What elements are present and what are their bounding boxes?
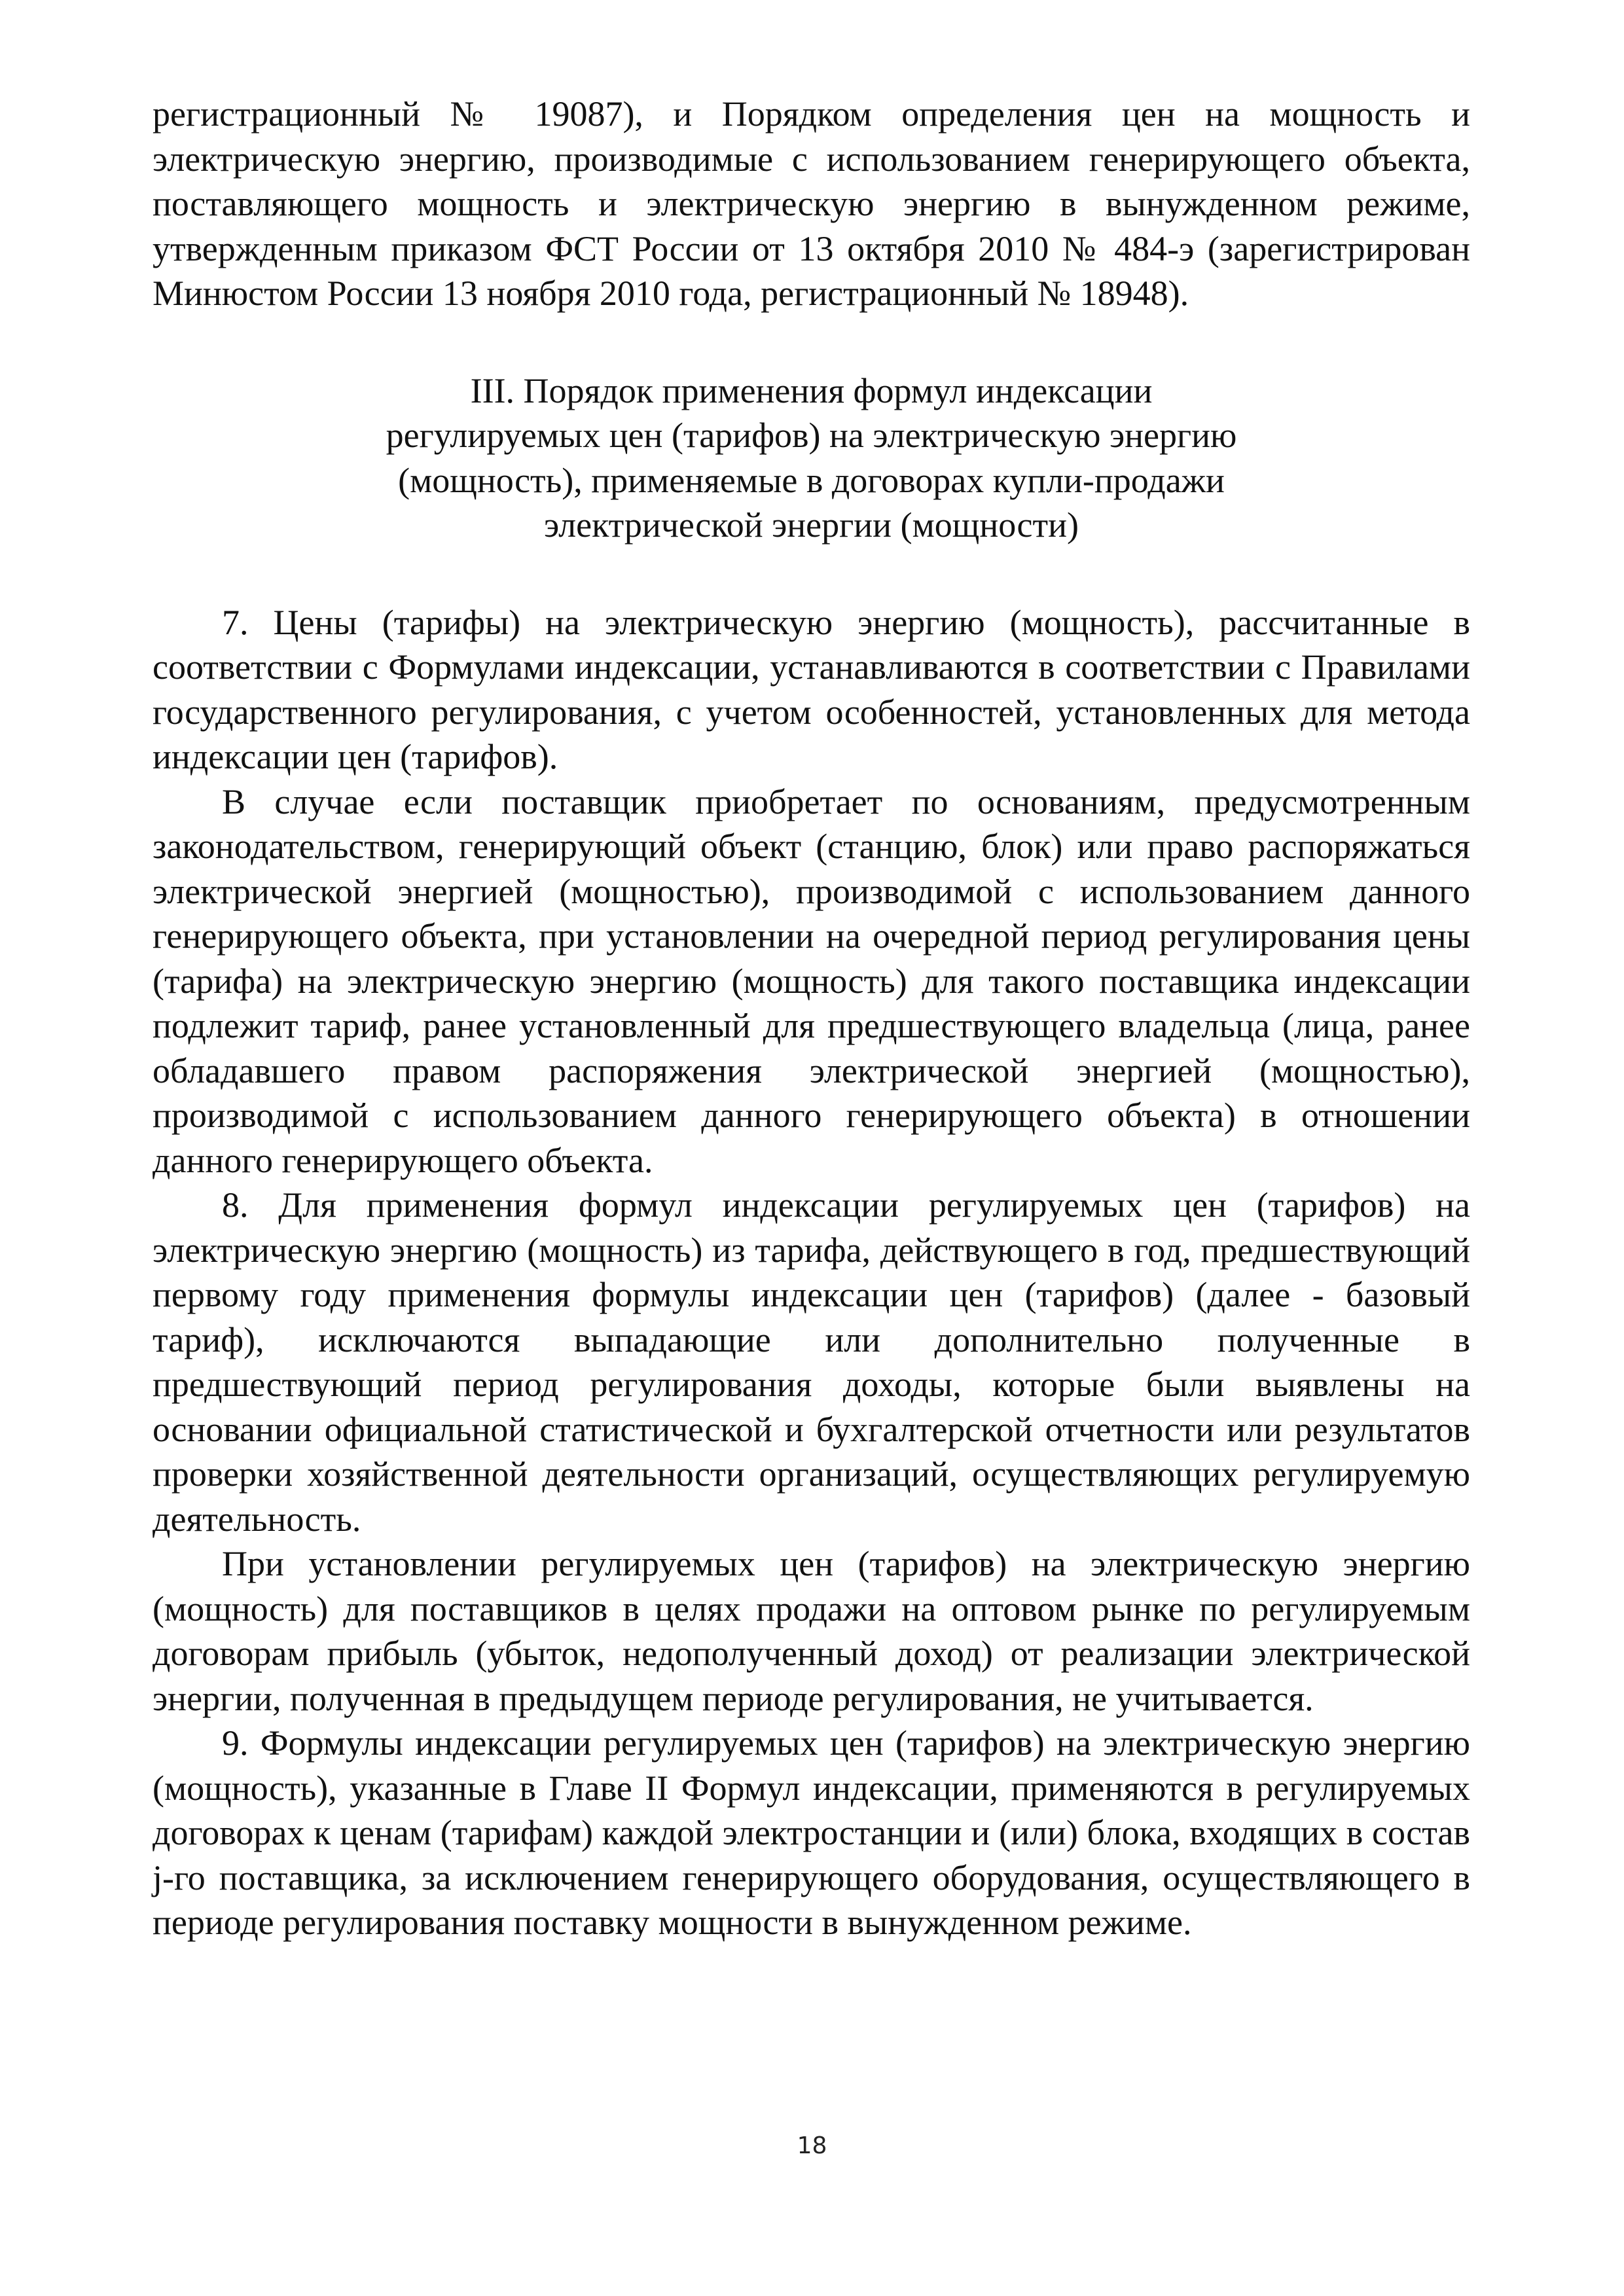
paragraph-7-continuation: В случае если поставщик приобретает по основаниям, предусмотренным законодательством, генерирующий объект (станцию, блок) или право распоряжаться электрической энергией (мощностью), производимой с использованием данного генерирующего объекта, при установлении на очередной период регулирования цены (тарифа) на электрическую энергию (мощность) для такого поставщика индексации подлежит тариф, ранее установленный для предшествующего владельца (лица, ранее обладавшего правом распоряжения электрической энергией (мощностью), производимой с использованием данного генерирующего объекта) в отношении данного генерирующего объекта. (153, 781, 1470, 1180)
section-heading-line: III. Порядок применения формул индексации (470, 370, 1153, 410)
paragraph-8: 8. Для применения формул индексации регулируемых цен (тарифов) на электрическую энергию (мощность) из тарифа, действующего в год, предшествующий первому году применения формулы индексации цен (тарифов) (далее - базовый тариф), исключаются выпадающие или дополнительно полученные в предшествующий период регулирования доходы, которые были выявлены на основании официальной статистической и бухгалтерской отчетности или результатов проверки хозяйственной деятельности организаций, осуществляющих регулируемую деятельность. (153, 1185, 1470, 1539)
document-body (153, 92, 1470, 1945)
section-heading-line: регулируемых цен (тарифов) на электрическую энергию (386, 416, 1237, 455)
section-heading-line: электрической энергии (мощности) (543, 505, 1079, 545)
paragraph-7: 7. Цены (тарифы) на электрическую энергию (мощность), рассчитанные в соответствии с Формулами индексации, устанавливаются в соответствии с Правилами государственного регулирования, с учетом особенностей, установленных для метода индексации цен (тарифов). (153, 602, 1470, 776)
page-number: 18 (797, 2132, 827, 2159)
section-heading-line: (мощность), применяемые в договорах купли-продажи (398, 460, 1225, 500)
paragraph-9: 9. Формулы индексации регулируемых цен (тарифов) на электрическую энергию (мощность), указанные в Главе II Формул индексации, применяются в регулируемых договорах к ценам (тарифам) каждой электростанции и (или) блока, входящих в состав j-го поставщика, за исключением генерирующего оборудования, осуществляющего в периоде регулирования поставку мощности в вынужденном режиме. (153, 1723, 1470, 1942)
section-heading (153, 368, 1470, 548)
paragraph-8-continuation: При установлении регулируемых цен (тарифов) на электрическую энергию (мощность) для поставщиков в целях продажи на оптовом рынке по регулируемым договорам прибыль (убыток, недополученный доход) от реализации электрической энергии, полученная в предыдущем периоде регулирования, не учитывается. (153, 1544, 1470, 1718)
intro-paragraph: регистрационный № 19087), и Порядком определения цен на мощность и электрическую энергию, производимые с использованием генерирующего объекта, поставляющего мощность и электрическую энергию в вынужденном режиме, утвержденным приказом ФСТ России от 13 октября 2010 № 484-э (зарегистрирован Минюстом России 13 ноября 2010 года, регистрационный № 18948). (153, 94, 1470, 313)
